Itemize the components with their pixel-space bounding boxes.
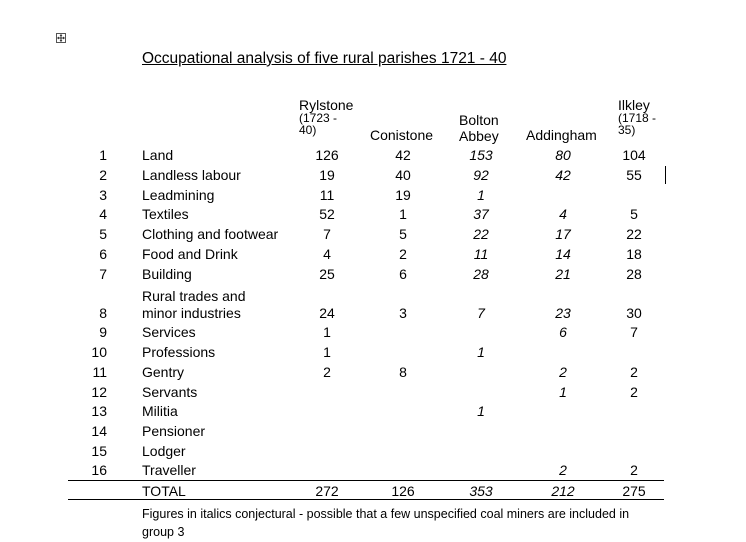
row-number: 1 [99,147,107,163]
value-cell: 17 [555,226,571,242]
value-cell: 22 [473,226,489,242]
value-cell: 2 [399,246,407,262]
column-header-bolton-abbey [459,112,505,144]
value-cell: 28 [473,266,489,282]
value-cell: 5 [399,226,407,242]
column-header-sub: (1723 - 40) [299,111,338,137]
table-move-handle-icon[interactable] [56,33,66,43]
occupation-label: Gentry [142,364,185,380]
value-cell: 21 [555,266,571,282]
value-cell: 3 [399,305,407,321]
value-cell: 7 [477,305,485,321]
value-cell: 25 [319,266,335,282]
total-value: 212 [551,483,575,499]
value-cell: 92 [473,167,489,183]
value-cell: 4 [323,246,331,262]
value-cell: 8 [399,364,407,380]
value-cell: 14 [555,246,571,262]
total-value: 353 [469,483,493,499]
value-cell: 1 [559,384,567,400]
row-number: 10 [91,344,107,360]
row-number: 9 [99,324,107,340]
row-number: 12 [91,384,107,400]
row-number: 14 [91,423,107,439]
occupation-label: Clothing and footwear [142,226,279,242]
document-title: Occupational analysis of five rural parishes 1721 - 40 [142,50,507,67]
occupation-label: Land [142,147,174,163]
value-cell: 126 [315,147,339,163]
value-cell: 40 [395,167,411,183]
row-number: 6 [99,246,107,262]
value-cell: 2 [323,364,331,380]
row-number: 7 [99,266,107,282]
column-header-rylstone [299,98,353,136]
value-cell: 22 [626,226,642,242]
total-value: 275 [622,483,646,499]
occupation-label: Lodger [142,443,186,459]
row-number: 16 [91,462,107,478]
column-header-sub: (1718 - 35) [618,111,657,137]
value-cell: 80 [555,147,571,163]
occupation-label: Textiles [142,206,189,222]
occupation-label: Leadmining [142,187,215,203]
column-header-name: Addingham [526,127,597,143]
value-cell: 55 [626,167,642,183]
value-cell: 28 [626,266,642,282]
column-header-ilkley [618,98,662,136]
value-cell: 6 [399,266,407,282]
row-number: 8 [99,305,107,321]
occupation-label: Food and Drink [142,246,238,262]
value-cell: 37 [473,206,489,222]
value-cell: 1 [477,344,485,360]
occupation-label: Building [142,266,192,282]
column-header-name: Conistone [370,127,434,143]
value-cell: 2 [559,364,567,380]
row-number: 5 [99,226,107,242]
value-cell: 11 [473,246,489,262]
value-cell: 2 [630,384,638,400]
value-cell: 1 [323,344,331,360]
value-cell: 1 [399,206,407,222]
occupation-label: Services [142,324,196,340]
row-number: 13 [91,403,107,419]
occupation-label: Landless labour [142,167,241,183]
text-cursor [665,166,666,184]
occupation-label: Militia [142,403,178,419]
value-cell: 1 [477,187,485,203]
value-cell: 5 [630,206,638,222]
row-number: 3 [99,187,107,203]
value-cell: 153 [469,147,493,163]
column-header-name: Bolton Abbey [459,112,499,144]
row-number: 15 [91,443,107,459]
column-header-conistone [370,128,433,142]
row-number: 4 [99,206,107,222]
value-cell: 2 [559,462,567,478]
value-cell: 19 [319,167,335,183]
value-cell: 104 [622,147,646,163]
value-cell: 7 [323,226,331,242]
occupation-label: Pensioner [142,423,206,439]
occupation-label: Professions [142,344,216,360]
occupation-label: Rural trades and minor industries [142,288,246,321]
value-cell: 23 [555,305,571,321]
value-cell: 2 [630,364,638,380]
total-rule-bottom [68,499,664,500]
column-header-addingham [526,128,597,142]
total-value: 272 [315,483,339,499]
value-cell: 30 [626,305,642,321]
column-header-name: Rylstone [299,97,354,113]
value-cell: 42 [395,147,411,163]
occupation-label: Servants [142,384,198,400]
value-cell: 6 [559,324,567,340]
total-value: 126 [391,483,415,499]
value-cell: 1 [323,324,331,340]
value-cell: 24 [319,305,335,321]
row-number: 2 [99,167,107,183]
total-label: TOTAL [142,483,186,499]
value-cell: 1 [477,403,485,419]
total-rule-top [68,480,664,481]
value-cell: 2 [630,462,638,478]
column-header-name: Ilkley [618,97,650,113]
value-cell: 18 [626,246,642,262]
value-cell: 42 [555,167,571,183]
value-cell: 4 [559,206,567,222]
value-cell: 11 [319,187,335,203]
row-number: 11 [92,364,107,380]
value-cell: 52 [319,206,335,222]
occupation-label: Traveller [142,462,196,478]
footnote: Figures in italics conjectural - possible that a few unspecified coal miners are included in group 3 [142,507,630,539]
value-cell: 7 [630,324,638,340]
value-cell: 19 [395,187,411,203]
